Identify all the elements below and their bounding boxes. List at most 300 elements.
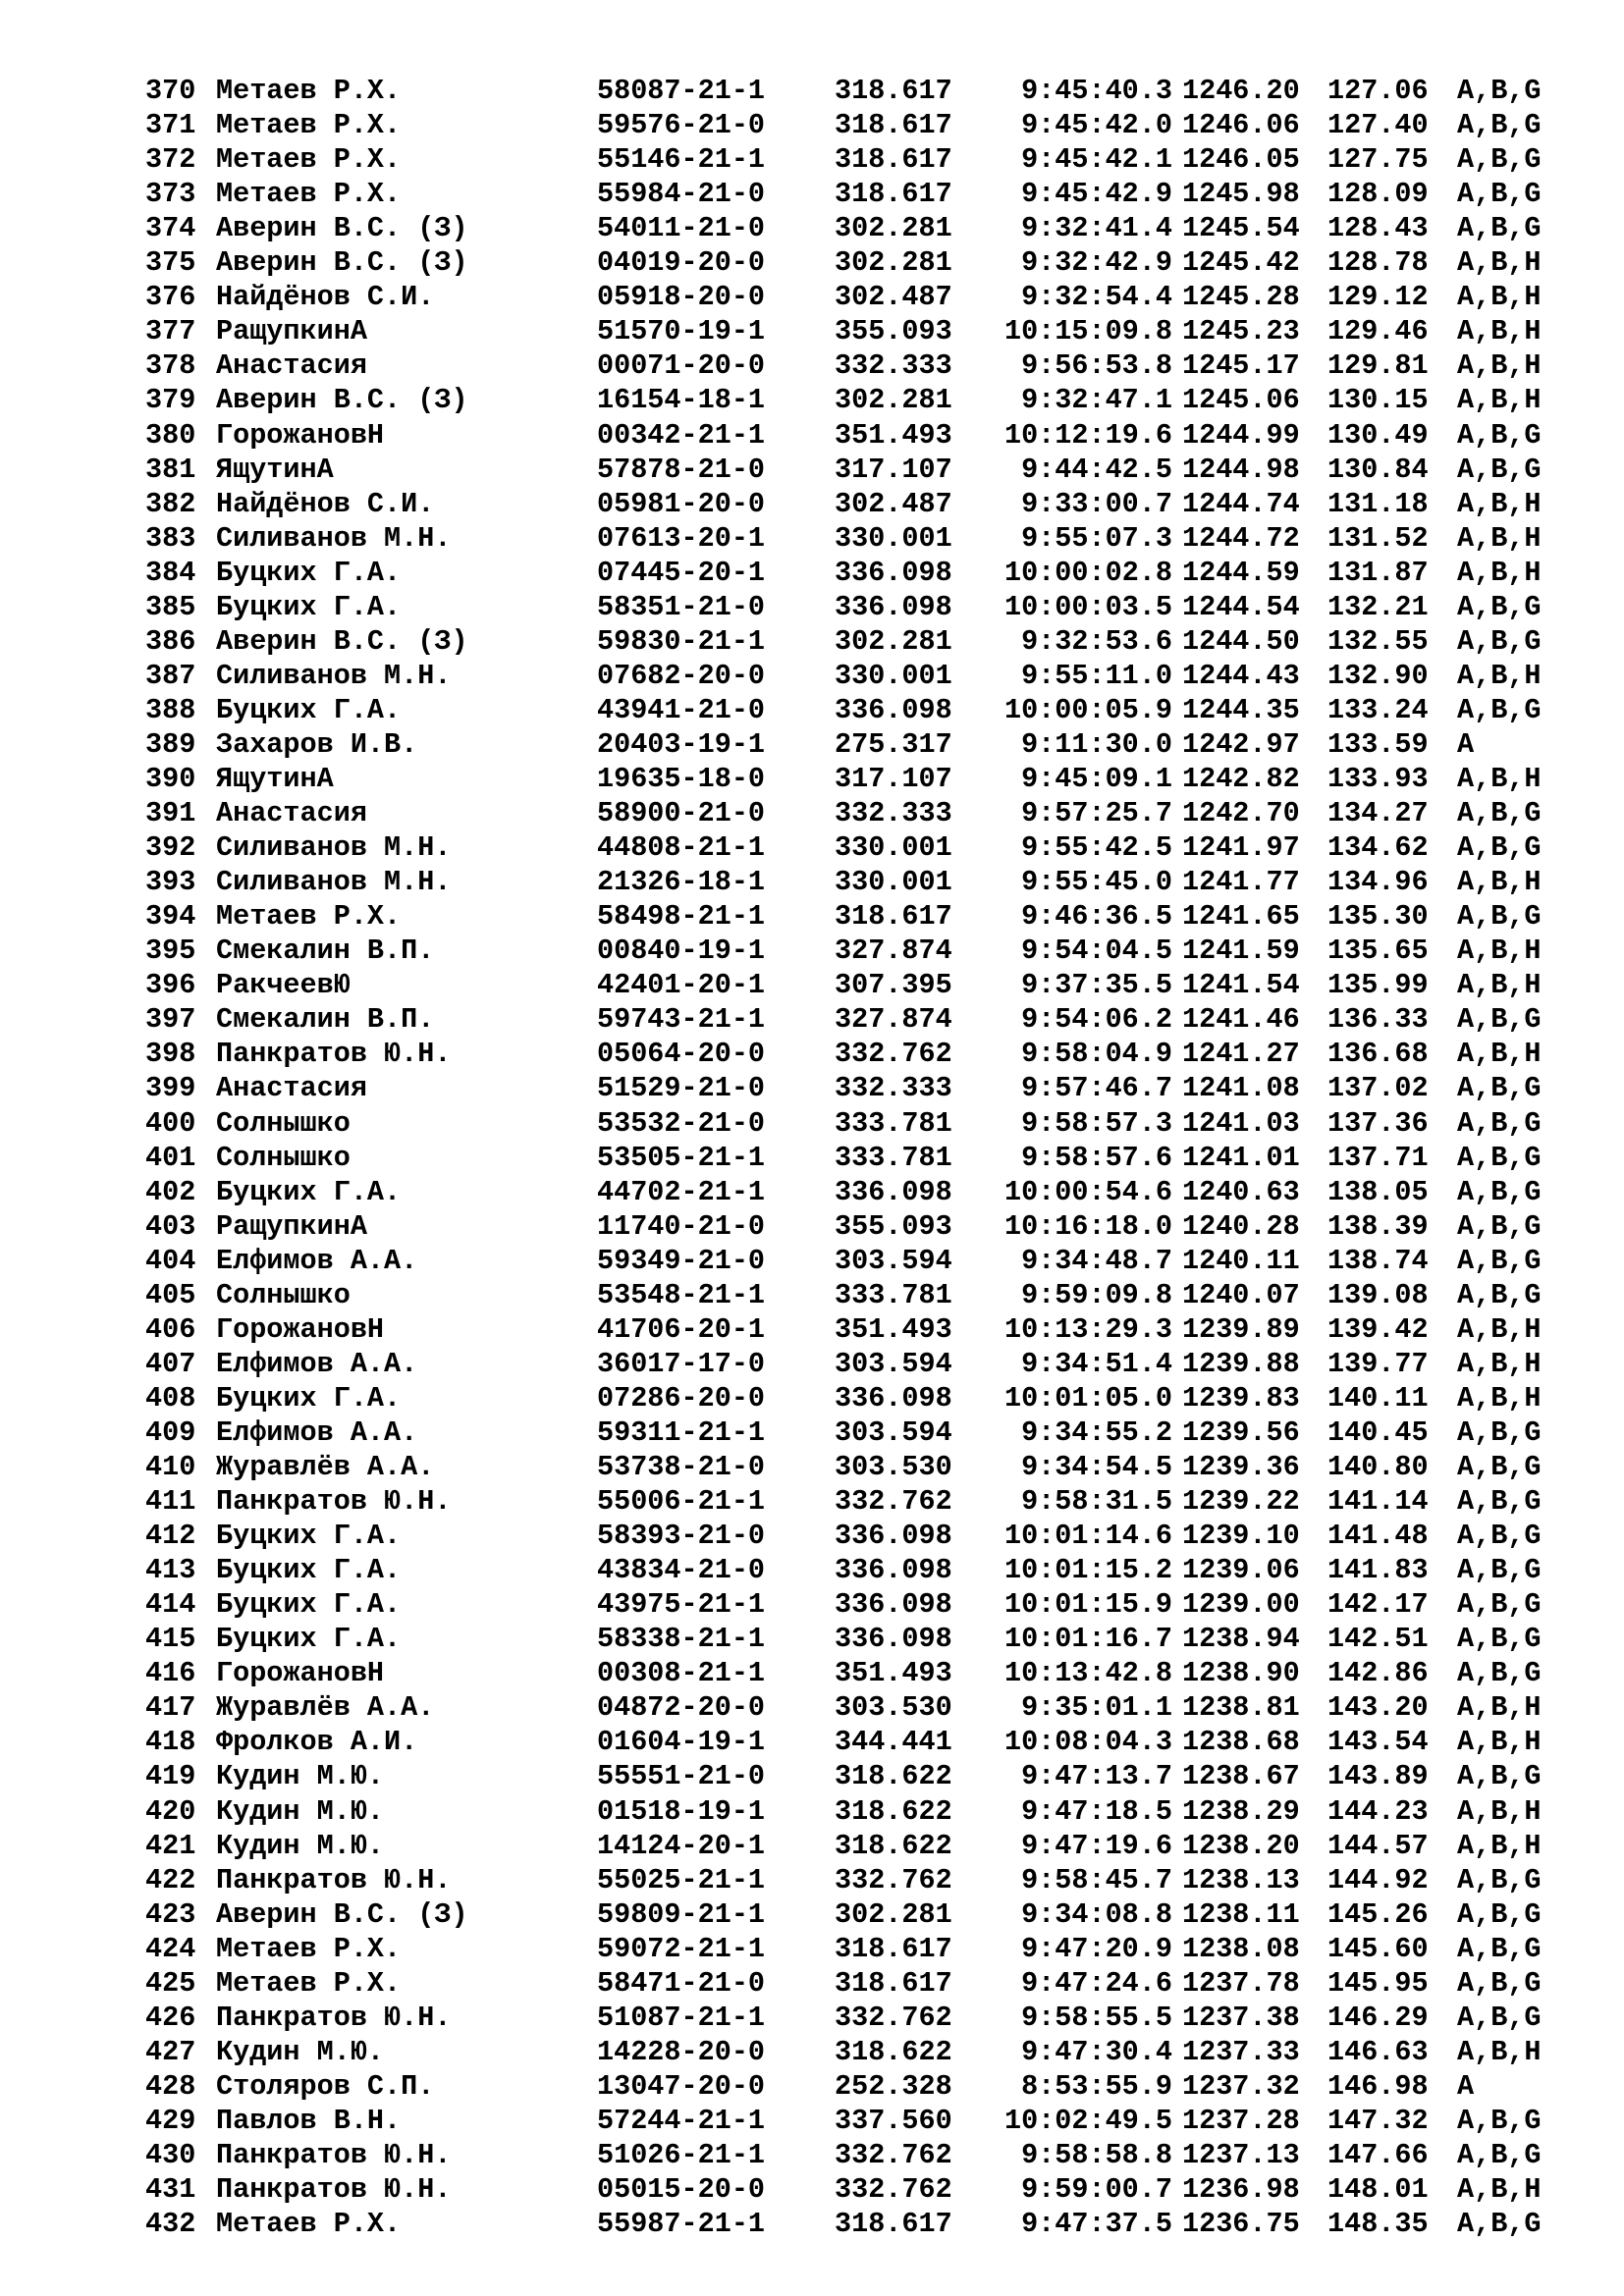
table-row (0, 1725, 1624, 1759)
fancier-name: Метаев Р.Х. (216, 75, 402, 107)
row-number: 413 (145, 1554, 196, 1587)
classes: A,B,H (1457, 315, 1542, 348)
ring-number: 00071-20-0 (597, 349, 766, 383)
speed: 1241.03 (1182, 1106, 1300, 1140)
ring-number: 59072-21-1 (597, 1932, 766, 1965)
table-row (0, 624, 1624, 659)
arrival-time: 9:47:19.6 (1021, 1829, 1172, 1862)
ring-number: 43834-21-0 (597, 1554, 766, 1587)
speed: 1240.07 (1182, 1278, 1300, 1311)
fancier-name: Буцких Г.А. (216, 556, 402, 589)
row-number: 410 (145, 1451, 196, 1483)
row-number: 432 (145, 2208, 196, 2241)
fancier-name: Панкратов Ю.Н. (216, 1038, 452, 1071)
ring-number: 58498-21-1 (597, 900, 766, 934)
fancier-name: Смекалин В.П. (216, 1003, 435, 1037)
speed: 1245.54 (1182, 212, 1300, 245)
distance: 302.281 (835, 1897, 952, 1931)
row-number: 420 (145, 1794, 196, 1828)
distance: 332.333 (835, 797, 952, 830)
distance: 318.617 (835, 143, 952, 177)
speed: 1241.59 (1182, 934, 1300, 968)
row-number: 403 (145, 1209, 196, 1243)
arrival-time: 9:45:40.3 (1021, 75, 1172, 107)
row-number: 414 (145, 1588, 196, 1622)
table-row (0, 1450, 1624, 1484)
fancier-name: РащупкинА (216, 1209, 367, 1243)
speed: 1238.29 (1182, 1794, 1300, 1828)
fancier-name: Метаев Р.Х. (216, 2208, 402, 2241)
table-row (0, 556, 1624, 590)
speed: 1237.28 (1182, 2104, 1300, 2137)
row-number: 390 (145, 763, 196, 795)
distance: 318.622 (835, 2035, 952, 2068)
ring-number: 57244-21-1 (597, 2104, 766, 2137)
distance: 303.594 (835, 1244, 952, 1277)
points: 133.93 (1327, 763, 1429, 795)
table-row (0, 865, 1624, 899)
distance: 330.001 (835, 659, 952, 692)
ring-number: 51570-19-1 (597, 315, 766, 348)
row-number: 378 (145, 349, 196, 383)
points: 130.49 (1327, 418, 1429, 452)
table-row (0, 693, 1624, 727)
points: 140.80 (1327, 1451, 1429, 1483)
arrival-time: 9:58:04.9 (1021, 1038, 1172, 1071)
ring-number: 59830-21-1 (597, 624, 766, 658)
arrival-time: 9:37:35.5 (1021, 969, 1172, 1002)
fancier-name: Метаев Р.Х. (216, 1966, 402, 2000)
fancier-name: Елфимов А.А. (216, 1347, 418, 1380)
fancier-name: Панкратов Ю.Н. (216, 1485, 452, 1519)
ring-number: 21326-18-1 (597, 866, 766, 899)
arrival-time: 9:56:53.8 (1021, 349, 1172, 383)
speed: 1238.81 (1182, 1691, 1300, 1725)
points: 127.06 (1327, 75, 1429, 107)
row-number: 427 (145, 2035, 196, 2068)
speed: 1241.65 (1182, 900, 1300, 934)
row-number: 382 (145, 487, 196, 520)
arrival-time: 10:01:16.7 (1003, 1623, 1172, 1656)
fancier-name: Буцких Г.А. (216, 1623, 402, 1656)
ring-number: 57878-21-0 (597, 453, 766, 486)
ring-number: 00840-19-1 (597, 934, 766, 968)
ring-number: 55987-21-1 (597, 2208, 766, 2241)
fancier-name: Солнышко (216, 1278, 351, 1311)
points: 146.29 (1327, 2001, 1429, 2034)
ring-number: 58351-21-0 (597, 590, 766, 623)
ring-number: 01518-19-1 (597, 1794, 766, 1828)
classes: A,B,H (1457, 1038, 1542, 1071)
fancier-name: РащупкинА (216, 315, 367, 348)
points: 131.52 (1327, 521, 1429, 555)
points: 131.18 (1327, 487, 1429, 520)
arrival-time: 9:34:54.5 (1021, 1451, 1172, 1483)
distance: 318.617 (835, 1932, 952, 1965)
row-number: 392 (145, 831, 196, 865)
arrival-time: 9:34:08.8 (1021, 1897, 1172, 1931)
speed: 1239.06 (1182, 1554, 1300, 1587)
row-number: 394 (145, 900, 196, 934)
table-row (0, 1656, 1624, 1690)
fancier-name: Силиванов М.Н. (216, 659, 452, 692)
ring-number: 53738-21-0 (597, 1451, 766, 1483)
fancier-name: Найдёнов С.И. (216, 487, 435, 520)
classes: A,B,H (1457, 2035, 1542, 2068)
distance: 355.093 (835, 315, 952, 348)
fancier-name: Анастасия (216, 1072, 367, 1105)
classes: A,B,G (1457, 453, 1542, 486)
classes: A,B,G (1457, 2139, 1542, 2171)
speed: 1240.28 (1182, 1209, 1300, 1243)
speed: 1239.56 (1182, 1415, 1300, 1449)
points: 134.96 (1327, 866, 1429, 899)
ring-number: 43941-21-0 (597, 693, 766, 726)
fancier-name: Аверин В.С. (З) (216, 246, 468, 280)
classes: A,B,H (1457, 763, 1542, 795)
fancier-name: ЯщутинА (216, 763, 334, 795)
row-number: 396 (145, 969, 196, 1002)
classes: A,B,H (1457, 246, 1542, 280)
points: 147.32 (1327, 2104, 1429, 2137)
classes: A,B,G (1457, 1278, 1542, 1311)
distance: 317.107 (835, 453, 952, 486)
classes: A,B,G (1457, 2001, 1542, 2034)
ring-number: 55006-21-1 (597, 1485, 766, 1519)
points: 133.59 (1327, 727, 1429, 761)
arrival-time: 10:00:03.5 (1003, 590, 1172, 623)
arrival-time: 9:47:24.6 (1021, 1966, 1172, 2000)
row-number: 404 (145, 1244, 196, 1277)
table-row (0, 453, 1624, 487)
ring-number: 19635-18-0 (597, 763, 766, 795)
arrival-time: 9:34:48.7 (1021, 1244, 1172, 1277)
distance: 333.781 (835, 1106, 952, 1140)
classes: A,B,H (1457, 1829, 1542, 1862)
points: 143.89 (1327, 1760, 1429, 1793)
table-row (0, 1244, 1624, 1278)
distance: 332.762 (835, 2173, 952, 2207)
arrival-time: 9:55:42.5 (1021, 831, 1172, 865)
ring-number: 07613-20-1 (597, 521, 766, 555)
fancier-name: Панкратов Ю.Н. (216, 2139, 452, 2171)
classes: A,B,H (1457, 521, 1542, 555)
fancier-name: Метаев Р.Х. (216, 143, 402, 177)
row-number: 383 (145, 521, 196, 555)
table-row (0, 796, 1624, 830)
fancier-name: Аверин В.С. (З) (216, 384, 468, 417)
arrival-time: 10:13:29.3 (1003, 1312, 1172, 1346)
arrival-time: 9:32:54.4 (1021, 281, 1172, 314)
row-number: 402 (145, 1175, 196, 1208)
table-row (0, 1690, 1624, 1725)
classes: A,B,G (1457, 1485, 1542, 1519)
fancier-name: Буцких Г.А. (216, 590, 402, 623)
fancier-name: Панкратов Ю.Н. (216, 2001, 452, 2034)
classes: A,B,H (1457, 866, 1542, 899)
distance: 318.617 (835, 75, 952, 107)
distance: 336.098 (835, 590, 952, 623)
distance: 337.560 (835, 2104, 952, 2137)
classes: A,B,H (1457, 1347, 1542, 1380)
classes: A,B,H (1457, 1726, 1542, 1759)
classes: A,B,G (1457, 693, 1542, 726)
speed: 1244.35 (1182, 693, 1300, 726)
ring-number: 58087-21-1 (597, 75, 766, 107)
points: 129.12 (1327, 281, 1429, 314)
fancier-name: Кудин М.Ю. (216, 2035, 385, 2068)
classes: A,B,G (1457, 1244, 1542, 1277)
distance: 332.762 (835, 1485, 952, 1519)
arrival-time: 10:02:49.5 (1003, 2104, 1172, 2137)
row-number: 388 (145, 693, 196, 726)
fancier-name: Буцких Г.А. (216, 693, 402, 726)
ring-number: 01604-19-1 (597, 1726, 766, 1759)
speed: 1238.67 (1182, 1760, 1300, 1793)
row-number: 395 (145, 934, 196, 968)
fancier-name: Метаев Р.Х. (216, 1932, 402, 1965)
table-row (0, 211, 1624, 245)
table-row (0, 1519, 1624, 1553)
arrival-time: 9:58:31.5 (1021, 1485, 1172, 1519)
classes: A,B,G (1457, 1141, 1542, 1174)
fancier-name: Солнышко (216, 1106, 351, 1140)
fancier-name: Буцких Г.А. (216, 1520, 402, 1553)
points: 128.09 (1327, 178, 1429, 211)
ring-number: 36017-17-0 (597, 1347, 766, 1380)
ring-number: 44702-21-1 (597, 1175, 766, 1208)
points: 144.92 (1327, 1863, 1429, 1896)
distance: 318.617 (835, 178, 952, 211)
classes: A,B,G (1457, 1072, 1542, 1105)
table-row (0, 108, 1624, 142)
classes: A,B,G (1457, 1175, 1542, 1208)
fancier-name: Силиванов М.Н. (216, 866, 452, 899)
speed: 1238.90 (1182, 1657, 1300, 1690)
classes: A,B,G (1457, 2208, 1542, 2241)
speed: 1236.98 (1182, 2173, 1300, 2207)
arrival-time: 9:58:57.3 (1021, 1106, 1172, 1140)
row-number: 406 (145, 1312, 196, 1346)
classes: A,B,H (1457, 659, 1542, 692)
distance: 336.098 (835, 556, 952, 589)
points: 146.98 (1327, 2069, 1429, 2103)
fancier-name: Метаев Р.Х. (216, 109, 402, 142)
distance: 317.107 (835, 763, 952, 795)
arrival-time: 9:59:09.8 (1021, 1278, 1172, 1311)
table-row (0, 1037, 1624, 1071)
ring-number: 04872-20-0 (597, 1691, 766, 1725)
speed: 1237.13 (1182, 2139, 1300, 2171)
row-number: 376 (145, 281, 196, 314)
arrival-time: 10:12:19.6 (1003, 418, 1172, 452)
speed: 1244.50 (1182, 624, 1300, 658)
distance: 275.317 (835, 727, 952, 761)
speed: 1246.05 (1182, 143, 1300, 177)
row-number: 426 (145, 2001, 196, 2034)
table-row (0, 1278, 1624, 1312)
distance: 355.093 (835, 1209, 952, 1243)
table-row (0, 245, 1624, 280)
points: 148.35 (1327, 2208, 1429, 2241)
speed: 1245.42 (1182, 246, 1300, 280)
table-row (0, 1622, 1624, 1656)
classes: A,B,G (1457, 1588, 1542, 1622)
table-row (0, 2172, 1624, 2207)
ring-number: 55984-21-0 (597, 178, 766, 211)
table-row (0, 314, 1624, 348)
points: 137.36 (1327, 1106, 1429, 1140)
row-number: 399 (145, 1072, 196, 1105)
arrival-time: 10:13:42.8 (1003, 1657, 1172, 1690)
table-row (0, 727, 1624, 762)
classes: A,B,H (1457, 1691, 1542, 1725)
classes: A,B,G (1457, 1520, 1542, 1553)
table-row (0, 418, 1624, 453)
row-number: 430 (145, 2139, 196, 2171)
table-row (0, 899, 1624, 934)
points: 127.75 (1327, 143, 1429, 177)
classes: A,B,G (1457, 143, 1542, 177)
ring-number: 07286-20-0 (597, 1381, 766, 1415)
ring-number: 11740-21-0 (597, 1209, 766, 1243)
ring-number: 51026-21-1 (597, 2139, 766, 2171)
ring-number: 16154-18-1 (597, 384, 766, 417)
distance: 302.487 (835, 281, 952, 314)
row-number: 393 (145, 866, 196, 899)
row-number: 389 (145, 727, 196, 761)
arrival-time: 10:00:02.8 (1003, 556, 1172, 589)
points: 144.57 (1327, 1829, 1429, 1862)
fancier-name: Кудин М.Ю. (216, 1794, 385, 1828)
speed: 1241.27 (1182, 1038, 1300, 1071)
speed: 1240.11 (1182, 1244, 1300, 1277)
speed: 1239.83 (1182, 1381, 1300, 1415)
fancier-name: Аверин В.С. (З) (216, 212, 468, 245)
arrival-time: 10:01:14.6 (1003, 1520, 1172, 1553)
speed: 1241.46 (1182, 1003, 1300, 1037)
classes: A,B,G (1457, 797, 1542, 830)
distance: 330.001 (835, 831, 952, 865)
arrival-time: 9:34:51.4 (1021, 1347, 1172, 1380)
arrival-time: 10:01:15.9 (1003, 1588, 1172, 1622)
distance: 336.098 (835, 693, 952, 726)
row-number: 384 (145, 556, 196, 589)
ring-number: 14124-20-1 (597, 1829, 766, 1862)
ring-number: 07682-20-0 (597, 659, 766, 692)
classes: A,B,H (1457, 969, 1542, 1002)
arrival-time: 10:08:04.3 (1003, 1726, 1172, 1759)
points: 141.83 (1327, 1554, 1429, 1587)
classes: A,B,G (1457, 900, 1542, 934)
points: 142.51 (1327, 1623, 1429, 1656)
distance: 351.493 (835, 1657, 952, 1690)
row-number: 373 (145, 178, 196, 211)
distance: 333.781 (835, 1141, 952, 1174)
ring-number: 07445-20-1 (597, 556, 766, 589)
fancier-name: Найдёнов С.И. (216, 281, 435, 314)
fancier-name: Смекалин В.П. (216, 934, 435, 968)
table-row (0, 2207, 1624, 2241)
classes: A,B,H (1457, 2173, 1542, 2207)
points: 143.20 (1327, 1691, 1429, 1725)
arrival-time: 9:59:00.7 (1021, 2173, 1172, 2207)
table-row (0, 1347, 1624, 1381)
row-number: 429 (145, 2104, 196, 2137)
table-row (0, 280, 1624, 314)
row-number: 385 (145, 590, 196, 623)
arrival-time: 9:45:09.1 (1021, 763, 1172, 795)
ring-number: 05918-20-0 (597, 281, 766, 314)
points: 134.27 (1327, 797, 1429, 830)
speed: 1242.82 (1182, 763, 1300, 795)
ring-number: 14228-20-0 (597, 2035, 766, 2068)
ring-number: 05064-20-0 (597, 1038, 766, 1071)
speed: 1237.38 (1182, 2001, 1300, 2034)
ring-number: 59576-21-0 (597, 109, 766, 142)
speed: 1244.43 (1182, 659, 1300, 692)
ring-number: 55146-21-1 (597, 143, 766, 177)
points: 142.17 (1327, 1588, 1429, 1622)
speed: 1238.08 (1182, 1932, 1300, 1965)
row-number: 371 (145, 109, 196, 142)
points: 132.21 (1327, 590, 1429, 623)
distance: 318.617 (835, 900, 952, 934)
points: 129.81 (1327, 349, 1429, 383)
classes: A,B,H (1457, 1381, 1542, 1415)
row-number: 412 (145, 1520, 196, 1553)
arrival-time: 9:32:41.4 (1021, 212, 1172, 245)
ring-number: 59349-21-0 (597, 1244, 766, 1277)
distance: 303.530 (835, 1451, 952, 1483)
row-number: 407 (145, 1347, 196, 1380)
fancier-name: Журавлёв А.А. (216, 1691, 435, 1725)
row-number: 391 (145, 797, 196, 830)
points: 145.95 (1327, 1966, 1429, 2000)
speed: 1245.06 (1182, 384, 1300, 417)
fancier-name: Столяров С.П. (216, 2069, 435, 2103)
arrival-time: 9:32:47.1 (1021, 384, 1172, 417)
distance: 327.874 (835, 1003, 952, 1037)
classes: A,B,G (1457, 831, 1542, 865)
table-row (0, 1106, 1624, 1141)
table-row (0, 1312, 1624, 1347)
table-row (0, 142, 1624, 177)
arrival-time: 9:58:57.6 (1021, 1141, 1172, 1174)
table-row (0, 1587, 1624, 1622)
speed: 1244.99 (1182, 418, 1300, 452)
table-row (0, 1141, 1624, 1175)
classes: A (1457, 727, 1475, 761)
distance: 336.098 (835, 1623, 952, 1656)
row-number: 400 (145, 1106, 196, 1140)
ring-number: 42401-20-1 (597, 969, 766, 1002)
table-row (0, 968, 1624, 1002)
points: 137.71 (1327, 1141, 1429, 1174)
fancier-name: ЯщутинА (216, 453, 334, 486)
arrival-time: 9:35:01.1 (1021, 1691, 1172, 1725)
table-row (0, 1071, 1624, 1105)
fancier-name: Метаев Р.Х. (216, 178, 402, 211)
row-number: 374 (145, 212, 196, 245)
ring-number: 43975-21-1 (597, 1588, 766, 1622)
arrival-time: 9:11:30.0 (1021, 727, 1172, 761)
classes: A,B,G (1457, 1760, 1542, 1793)
row-number: 423 (145, 1897, 196, 1931)
fancier-name: Елфимов А.А. (216, 1244, 418, 1277)
ring-number: 04019-20-0 (597, 246, 766, 280)
row-number: 419 (145, 1760, 196, 1793)
